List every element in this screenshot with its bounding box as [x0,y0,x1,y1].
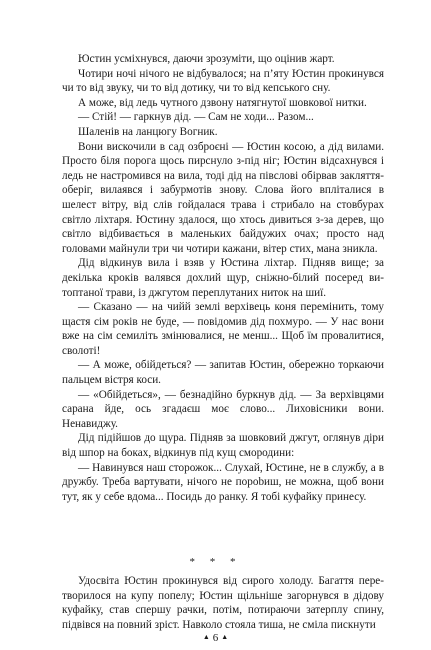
page-number [0,630,431,645]
page-number-value: 6 [212,632,219,644]
paragraph: — Сказано — на чийй землі верхівець коня перемінить, тому щастя сім років не буде, — повідомив дід похмуро. — У нас вони вже на сім семиліть змінювалися, не менш... Щоб їм провалитися, сволоті! [62,301,384,357]
paragraph: Дід підійшов до щура. Підняв за шовковий джгут, оглянув діри від шпор на боках, відкинув під кущ смородини: [62,432,384,460]
continuation-text [62,574,384,632]
section-separator: * * * [189,556,242,568]
paragraph: А може, від ледь чутного дзвону натягнутої шовкової нитки. [78,96,367,109]
paragraph: Вони вискочили в сад озброєні — Юстин косою, а дід вилами. Просто біля порога щось пирснуло з-під ніг; Юстин відсахнувся і ледь не настромився на вила, тоді дід на півслові обірвав закляття-оберіг, вилаявся і забурмотів знову. Слова його впліталися в шелест вітру, від слів гойдалася трава і стрибало на стовбурах світло ліхтаря. Юстину здалося, що хтось дивиться з-за дерев, що світло відбивається в маленьких байдужих очах; просто над головами майнули три чи чотири кажани, вітер стих, мана зникла. [62,140,384,255]
paragraph: Чотири ночі нічого не відбувалося; на п’яту Юстин прокинувся чи то від звуку, чи то від дотику, чи то від кепського сну. [62,67,384,95]
paragraph: — Стій! — гаркнув дід. — Сам не ходи... Разом... [78,111,314,124]
main-text [62,52,384,504]
paragraph: Удосвіта Юстин прокинувся від сирого холоду. Багаття перетворилося на купу попелу; Юстин щільніше загорнувся в дідову куфайку, став спершу рачки, потім, потираючи затерплу спину, підвівся на повний зріст. Навколо стояла тиша, не сміла пискнути [62,575,384,631]
paragraph: Юстин усміхнувся, даючи зрозуміти, що оцінив жарт. [78,53,335,65]
paragraph: — А може, обійдеться? — запитав Юстин, обережно торкаючи пальцем вістря коси. [62,359,384,387]
paragraph: — «Обійдеться», — безнадійно буркнув дід. — За верхівцями сарана йде, ось згадаєш моє слово... Лиховісники вони. Ненавиджу. [62,388,384,430]
triangle-left-icon: ▲ [202,633,210,641]
paragraph: Дід відкинув вила і взяв у Юстина ліхтар. Підняв вище; за декілька кроків валявся дохлий щур, сніжно-білий посеред витоптаної трави, із джгутом переплутаних ниток на шиї. [62,257,384,299]
paragraph: — Навинувся наш сторожок... Слухай, Юстине, не в службу, а в дружбу. Треба вартувати, нічого не порobиш, не можна, щоб вони тут, як у себе вдома... Посидь до ранку. Я тобі куфайку принесу. [62,461,384,503]
triangle-right-icon: ▲ [221,633,229,641]
paragraph: Шаленів на ланцюгу Вогник. [78,125,218,138]
